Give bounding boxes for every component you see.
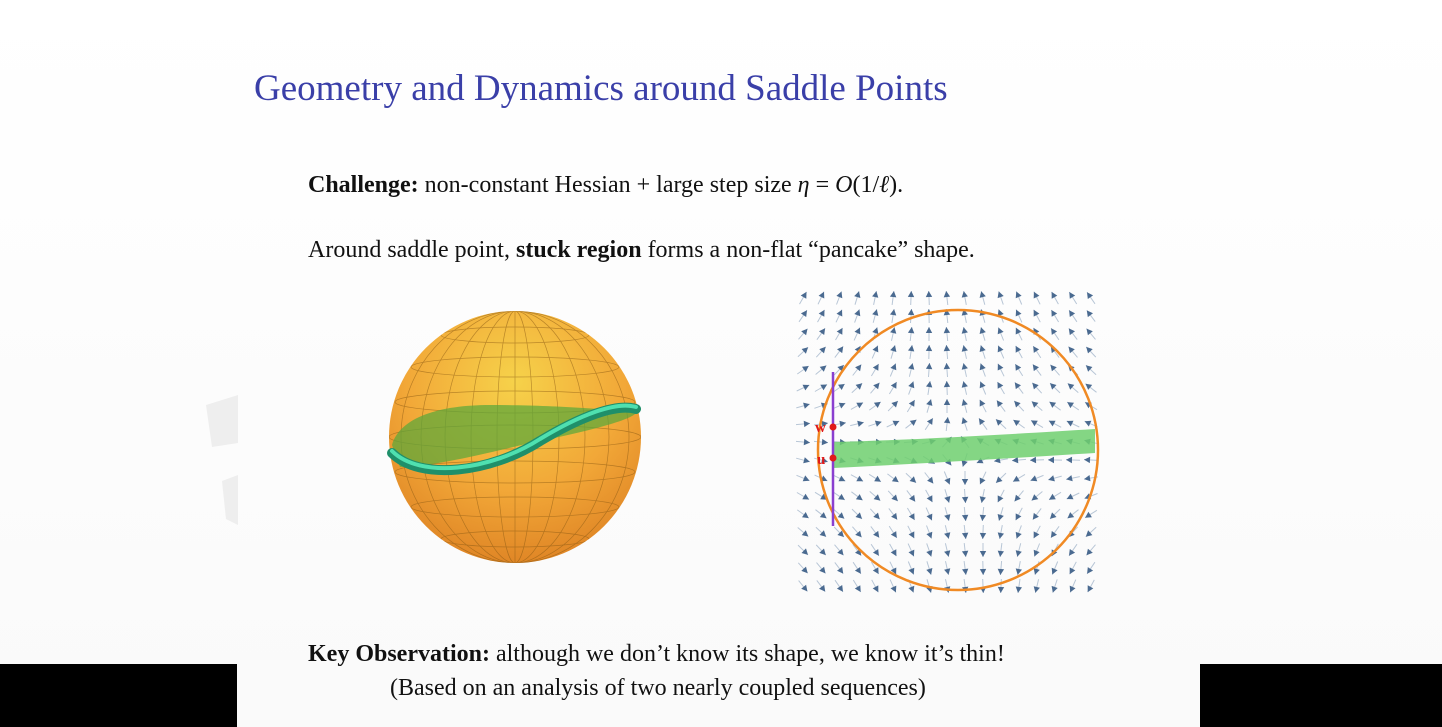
field-arrow <box>944 381 950 387</box>
field-arrow <box>908 291 914 297</box>
sphere-figure <box>380 305 650 575</box>
challenge-tail: ). <box>889 172 904 198</box>
field-arrow <box>1033 346 1039 353</box>
challenge-text: non-constant Hessian + large step size <box>424 172 792 198</box>
field-arrow <box>927 418 933 425</box>
field-arrow <box>908 345 914 351</box>
around-line <box>308 238 975 262</box>
field-arrow <box>838 384 845 390</box>
field-arrow <box>1033 364 1039 371</box>
field-arrow <box>998 514 1004 521</box>
field-arrow <box>837 346 843 353</box>
field-arrow <box>980 345 986 352</box>
field-arrow <box>962 327 968 334</box>
field-arrow <box>1066 457 1072 463</box>
field-arrow <box>838 494 845 500</box>
challenge-line <box>308 173 903 197</box>
field-arrow <box>1068 512 1075 518</box>
field-arrow <box>962 460 968 467</box>
field-arrow <box>855 585 861 592</box>
key-observation-text: although we don’t know its shape, we know it’s thin! <box>495 641 1005 667</box>
field-arrow <box>944 568 950 575</box>
field-arrow <box>962 345 968 352</box>
field-arrow <box>872 291 878 298</box>
field-arrow <box>908 309 914 315</box>
field-arrow <box>962 291 968 298</box>
field-arrow <box>1069 310 1075 317</box>
field-arrow <box>819 585 825 592</box>
field-arrow <box>1067 402 1074 408</box>
field-arrow <box>962 533 968 539</box>
field-arrow <box>891 513 897 520</box>
field-arrow <box>944 399 950 405</box>
field-arrow <box>926 345 932 351</box>
field-arrow <box>803 403 810 409</box>
field-arrow <box>857 421 864 427</box>
based-line: (Based on an analysis of two nearly coupled sequences) <box>390 675 926 701</box>
field-arrow <box>926 399 932 406</box>
field-arrow <box>1016 550 1022 557</box>
field-arrow <box>891 531 897 538</box>
field-arrow <box>944 363 950 369</box>
field-arrow <box>962 515 968 521</box>
field-arrow <box>1048 475 1055 481</box>
field-arrow <box>980 496 986 503</box>
field-arrow <box>944 496 950 503</box>
field-arrow <box>1049 402 1056 408</box>
field-arrow <box>873 531 879 538</box>
field-arrow <box>1051 328 1057 335</box>
field-arrow <box>926 291 932 297</box>
field-arrow <box>802 366 809 372</box>
field-arrow <box>1085 512 1092 518</box>
field-arrow <box>892 476 899 482</box>
field-arrow <box>822 439 828 445</box>
one-over: 1/ <box>860 172 880 198</box>
field-arrow <box>803 457 810 463</box>
field-arrow <box>1069 292 1075 299</box>
field-arrow <box>997 400 1003 407</box>
field-arrow <box>998 569 1004 575</box>
field-arrow <box>890 309 896 315</box>
field-arrow <box>1015 364 1021 371</box>
field-arrow <box>962 551 968 557</box>
field-arrow <box>1051 531 1057 538</box>
field-arrow <box>980 515 986 521</box>
field-arrow <box>998 551 1004 557</box>
field-arrow <box>944 532 950 539</box>
field-arrow <box>873 549 879 556</box>
flow-figure <box>795 290 1113 610</box>
field-arrow <box>962 399 968 406</box>
field-arrow <box>979 418 985 425</box>
field-arrow <box>837 567 843 574</box>
field-arrow <box>944 514 950 521</box>
field-arrow <box>801 310 807 317</box>
key-observation-label: Key Observation: <box>308 641 490 667</box>
field-arrow <box>1016 587 1022 593</box>
field-arrow <box>980 569 986 575</box>
field-arrow <box>839 421 846 427</box>
field-arrow <box>1015 382 1021 389</box>
field-arrow <box>980 551 986 557</box>
field-arrow <box>874 402 881 408</box>
field-arrow <box>1034 568 1040 575</box>
field-arrow <box>804 421 810 427</box>
field-arrow <box>1033 513 1039 520</box>
field-arrow <box>820 512 827 518</box>
field-arrow <box>1066 475 1073 481</box>
field-arrow <box>804 439 810 445</box>
challenge-label: Challenge: <box>308 172 419 198</box>
field-arrow <box>1084 457 1090 463</box>
field-arrow <box>980 327 986 334</box>
field-arrow <box>1084 475 1090 481</box>
field-arrow <box>908 363 914 370</box>
field-arrow <box>1087 292 1093 299</box>
field-arrow <box>944 291 950 297</box>
around-suffix: forms a non-flat “pancake” shape. <box>647 237 975 263</box>
field-arrow <box>855 567 861 574</box>
field-arrow <box>998 532 1004 539</box>
field-arrow <box>962 569 968 575</box>
field-arrow <box>962 479 968 485</box>
point-w <box>830 424 837 431</box>
paren-open: ( <box>852 172 861 198</box>
field-arrow <box>908 327 914 333</box>
key-observation-line <box>308 642 1005 666</box>
field-arrow <box>1013 420 1020 426</box>
field-arrow <box>944 345 950 351</box>
field-arrow <box>962 497 968 503</box>
field-arrow <box>1086 384 1093 390</box>
field-arrow <box>909 495 915 502</box>
field-arrow <box>1030 457 1036 463</box>
equals-sign: = <box>815 172 830 198</box>
field-arrow <box>1069 549 1075 556</box>
field-arrow <box>962 363 968 370</box>
field-arrow <box>855 365 861 372</box>
field-arrow <box>1049 494 1056 500</box>
field-arrow <box>909 400 915 407</box>
around-prefix: Around saddle point, <box>308 237 510 263</box>
field-arrow <box>910 420 917 426</box>
field-arrow <box>872 309 878 316</box>
eta-symbol: η <box>797 172 810 198</box>
label-u: u <box>817 452 826 468</box>
field-arrow <box>926 363 932 369</box>
field-arrow <box>890 345 896 352</box>
field-arrow <box>980 291 986 298</box>
field-arrow <box>874 476 881 482</box>
field-arrow <box>837 585 843 592</box>
ell-symbol: ℓ <box>879 172 890 198</box>
letterbox-left <box>0 664 237 727</box>
field-arrow <box>1048 457 1054 463</box>
field-arrow <box>980 533 986 539</box>
field-arrow <box>944 550 950 557</box>
field-arrow <box>875 421 882 427</box>
big-o-symbol: O <box>835 172 853 198</box>
slide-title: Geometry and Dynamics around Saddle Points <box>254 68 948 109</box>
field-arrow <box>854 291 860 298</box>
field-arrow <box>962 381 968 388</box>
field-arrow <box>802 512 809 518</box>
field-arrow <box>998 587 1004 593</box>
stuck-region-text: stuck region <box>515 237 642 263</box>
field-arrow <box>819 328 825 335</box>
field-arrow <box>1069 328 1075 335</box>
field-arrow <box>1034 586 1040 593</box>
field-arrow <box>926 381 932 387</box>
field-arrow <box>890 291 896 297</box>
field-arrow <box>1087 310 1093 317</box>
field-arrow <box>926 568 932 575</box>
field-arrow <box>856 494 863 500</box>
field-arrow <box>1087 567 1093 574</box>
field-arrow <box>926 327 932 333</box>
letterbox-right <box>1200 664 1442 727</box>
field-arrow <box>927 477 933 484</box>
point-u <box>830 455 837 462</box>
ghost-shape <box>204 395 240 525</box>
field-arrow <box>944 327 950 333</box>
field-arrow <box>944 417 950 423</box>
label-w: w <box>815 420 826 436</box>
